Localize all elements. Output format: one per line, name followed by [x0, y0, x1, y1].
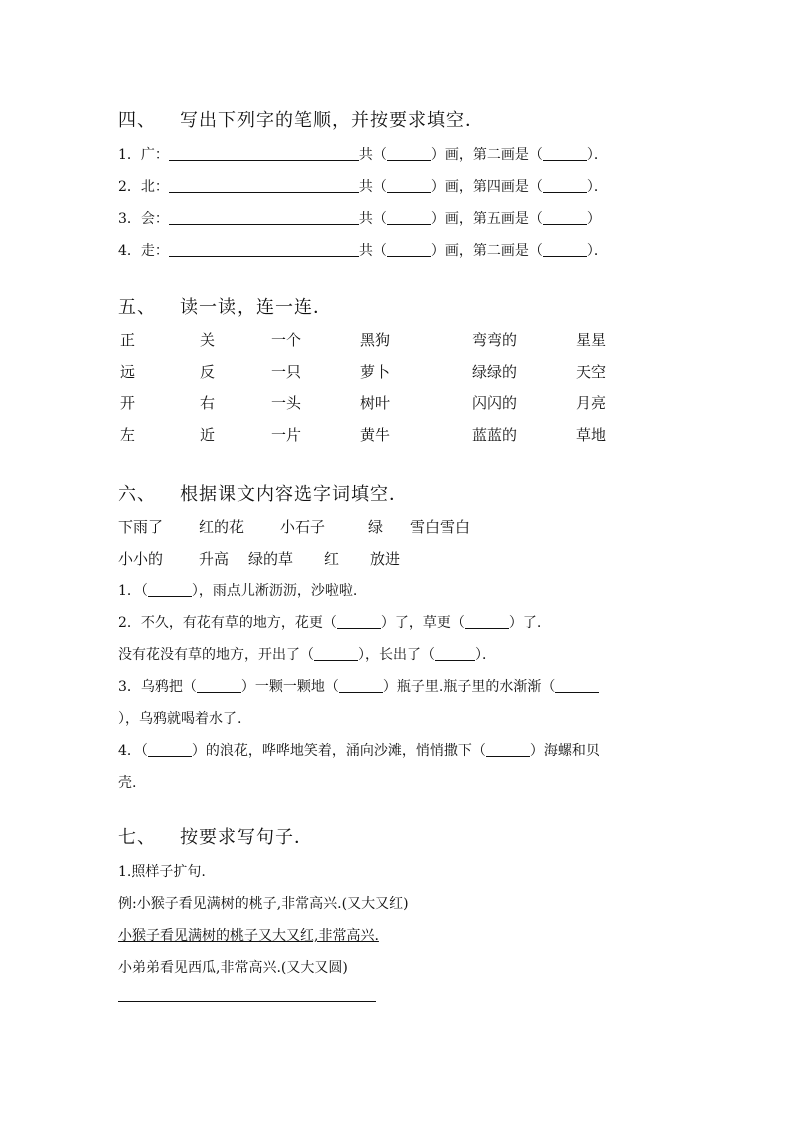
- match-word[interactable]: 一头: [271, 394, 302, 412]
- match-word[interactable]: 绿绿的: [472, 362, 518, 381]
- blank[interactable]: [148, 740, 192, 757]
- match-row: [118, 329, 684, 361]
- section-7-heading: [118, 823, 684, 849]
- stroke-item-2: 2．北： 共（ ）画，第四画是（ ）．: [118, 171, 684, 203]
- section-5-heading: [118, 293, 684, 319]
- match-word[interactable]: 树叶: [360, 394, 391, 412]
- match-word[interactable]: 一片: [271, 425, 302, 444]
- word-bank-row-2: 小小的 升高 绿的草 红 放进: [118, 550, 401, 568]
- match-word[interactable]: 一个: [271, 331, 302, 349]
- blank-count[interactable]: [387, 208, 431, 225]
- blank-strokes[interactable]: [169, 176, 359, 193]
- match-word[interactable]: 正: [120, 331, 136, 349]
- fill-question-4b: 壳.: [118, 775, 137, 791]
- blank[interactable]: [314, 644, 358, 661]
- fill-question-3: 3．乌鸦把（ ）一颗一颗地（ ）瓶子里.瓶子里的水渐渐（: [118, 671, 684, 703]
- match-word[interactable]: 弯弯的: [472, 331, 518, 349]
- blank[interactable]: [555, 676, 599, 693]
- section-6-heading: [118, 480, 684, 506]
- match-word[interactable]: 右: [200, 394, 216, 412]
- blank-count[interactable]: [387, 144, 431, 161]
- match-row: [118, 361, 684, 393]
- blank-count[interactable]: [387, 240, 431, 257]
- blank[interactable]: [339, 676, 383, 693]
- section-6-title: 根据课文内容选字词填空．: [180, 484, 408, 505]
- section-4-heading: [118, 106, 684, 132]
- section-5-title: 读一读，连一连．: [180, 297, 332, 318]
- match-word[interactable]: 近: [200, 425, 216, 444]
- match-word[interactable]: 开: [120, 394, 136, 412]
- fill-question-3b: ），乌鸦就喝着水了.: [118, 711, 242, 727]
- fill-question-1: 1．（ ），雨点儿淅沥沥，沙啦啦.: [118, 575, 684, 607]
- section-6-number: 六、: [118, 484, 156, 505]
- blank-count[interactable]: [387, 176, 431, 193]
- blank[interactable]: [435, 644, 475, 661]
- sub-question: 1.照样子扩句.: [118, 864, 206, 880]
- fill-question-2b: 没有花没有草的地方，开出了（ ），长出了（ ）．: [118, 639, 684, 671]
- blank-stroke[interactable]: [543, 176, 587, 193]
- blank[interactable]: [465, 612, 509, 629]
- match-word[interactable]: 左: [120, 425, 136, 444]
- match-word[interactable]: 黑狗: [360, 331, 391, 349]
- match-word[interactable]: 关: [200, 331, 216, 349]
- example-answer: 小猴子看见满树的桃子又大又红,非常高兴.: [118, 928, 379, 944]
- word-bank-row-1: 下雨了 红的花 小石子 绿 雪白雪白: [118, 518, 471, 536]
- section-6-body: [118, 511, 684, 799]
- answer-line[interactable]: [118, 1001, 376, 1002]
- match-word[interactable]: 星星: [576, 331, 607, 349]
- blank[interactable]: [197, 676, 241, 693]
- section-4-number: 四、: [118, 110, 156, 131]
- match-word[interactable]: 黄牛: [360, 425, 391, 444]
- matching-grid: [118, 329, 684, 455]
- fill-question-2: 2．不久，有花有草的地方，花更（ ）了，草更（ ）了.: [118, 607, 684, 639]
- section-7-body: [118, 856, 684, 984]
- match-word[interactable]: 草地: [576, 425, 607, 444]
- section-4-title: 写出下列字的笔顺，并按要求填空．: [180, 110, 484, 131]
- section-5-number: 五、: [118, 297, 156, 318]
- blank[interactable]: [148, 580, 192, 597]
- match-row: [118, 424, 684, 456]
- blank-stroke[interactable]: [543, 208, 587, 225]
- match-word[interactable]: 远: [120, 362, 136, 381]
- blank[interactable]: [337, 612, 381, 629]
- match-word[interactable]: 天空: [576, 362, 607, 381]
- blank-strokes[interactable]: [169, 240, 359, 257]
- section-7-number: 七、: [118, 827, 156, 848]
- match-row: [118, 392, 684, 424]
- match-word[interactable]: 蓝蓝的: [472, 425, 518, 444]
- stroke-item-1: 1．广： 共（ ）画，第二画是（ ）．: [118, 139, 684, 171]
- stroke-item-3: 3．会： 共（ ）画，第五画是（ ）: [118, 203, 684, 235]
- blank-stroke[interactable]: [543, 144, 587, 161]
- match-word[interactable]: 月亮: [576, 394, 607, 412]
- fill-question-4: 4．（ ）的浪花，哗哗地笑着，涌向沙滩，悄悄撒下（ ）海螺和贝: [118, 735, 684, 767]
- section-4-items: [118, 139, 684, 267]
- blank-stroke[interactable]: [543, 240, 587, 257]
- match-word[interactable]: 萝卜: [360, 362, 391, 381]
- match-word[interactable]: 反: [200, 362, 216, 381]
- stroke-item-4: 4．走： 共（ ）画，第二画是（ ）．: [118, 235, 684, 267]
- match-word[interactable]: 一只: [271, 362, 302, 381]
- task-sentence: 小弟弟看见西瓜,非常高兴.(又大又圆): [118, 960, 348, 976]
- match-word[interactable]: 闪闪的: [472, 394, 518, 412]
- example-sentence: 例:小猴子看见满树的桃子,非常高兴.(又大又红): [118, 896, 409, 912]
- blank-strokes[interactable]: [169, 208, 359, 225]
- blank[interactable]: [486, 740, 530, 757]
- section-7-title: 按要求写句子．: [180, 827, 313, 848]
- blank-strokes[interactable]: [169, 144, 359, 161]
